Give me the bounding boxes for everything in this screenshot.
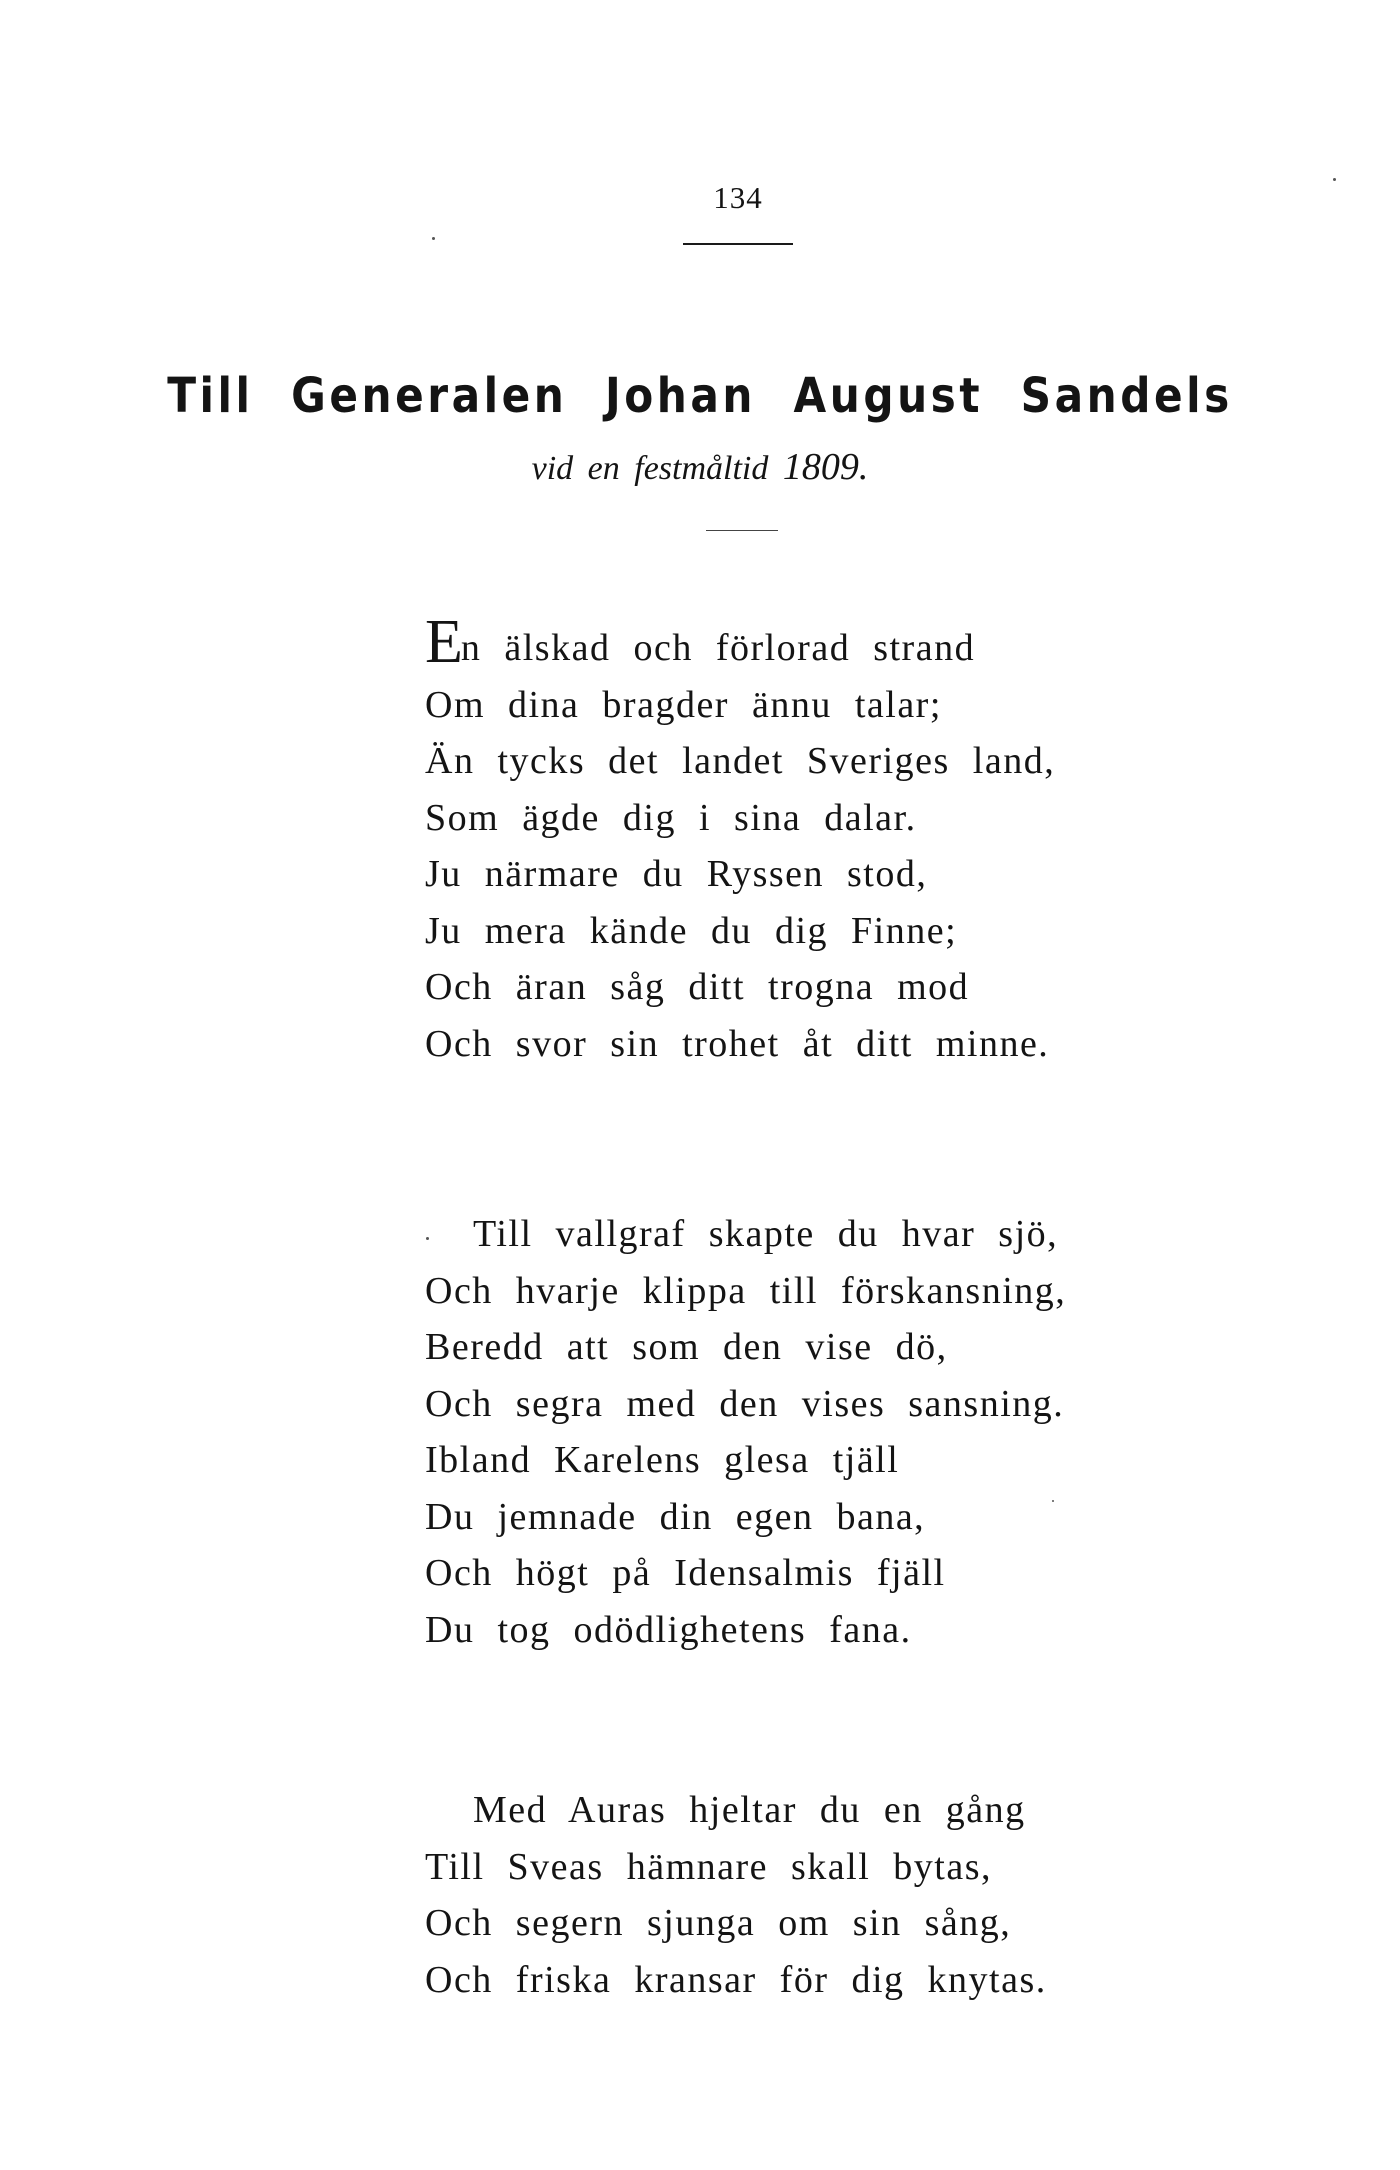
poem-title: Till Generalen Johan August Sandels xyxy=(167,368,1233,424)
verse-line: Och svor sin trohet åt ditt minne. xyxy=(425,1022,1050,1065)
verse-line: Till vallgraf skapte du hvar sjö, xyxy=(473,1213,1059,1255)
stanza-2 xyxy=(425,1206,1066,1658)
verse-line: Än tycks det landet Sveriges land, xyxy=(425,740,1056,782)
scan-speck xyxy=(426,1237,429,1240)
verse-line: Ibland Karelens glesa tjäll xyxy=(425,1439,900,1481)
verse-line: Med Auras hjeltar du en gång xyxy=(473,1789,1026,1831)
verse-line: Och segern sjunga om sin sång, xyxy=(425,1902,1012,1944)
scan-speck xyxy=(1333,178,1336,181)
verse-line: Ju närmare du Ryssen stod, xyxy=(425,853,928,895)
title-ornament-rule xyxy=(706,530,778,531)
drop-initial: E xyxy=(425,608,461,676)
verse-line: Ju mera kände du dig Finne; xyxy=(425,909,958,952)
scan-speck xyxy=(432,237,435,240)
verse-line: Och segra med den vises sansning. xyxy=(425,1382,1065,1425)
verse-line: Som ägde dig i sina dalar. xyxy=(425,796,917,839)
scan-speck xyxy=(1052,1500,1054,1502)
verse-line: Till Sveas hämnare skall bytas, xyxy=(425,1845,992,1888)
stanza-3 xyxy=(425,1782,1047,2008)
verse-line: Du tog odödlighetens fana. xyxy=(425,1608,912,1651)
page-number-rule xyxy=(683,243,793,245)
page-number: 134 xyxy=(713,180,763,215)
verse-text: n älskad och förlorad strand xyxy=(460,627,976,669)
verse-line xyxy=(425,608,1055,677)
verse-line: Och högt på Idensalmis fjäll xyxy=(425,1552,946,1594)
stanza-1 xyxy=(425,608,1056,1072)
verse-line: Och äran såg ditt trogna mod xyxy=(425,966,970,1008)
verse-line: Och friska kransar för dig knytas. xyxy=(425,1958,1047,2001)
poem-subtitle xyxy=(0,448,1400,486)
subtitle-year: 1809. xyxy=(782,446,869,488)
subtitle-occasion: vid en festmåltid xyxy=(531,450,769,487)
verse-line: Och hvarje klippa till förskansning, xyxy=(425,1269,1067,1312)
verse-line: Beredd att som den vise dö, xyxy=(425,1326,948,1368)
verse-line: Om dina bragder ännu talar; xyxy=(425,683,942,726)
verse-line: Du jemnade din egen bana, xyxy=(425,1495,926,1538)
